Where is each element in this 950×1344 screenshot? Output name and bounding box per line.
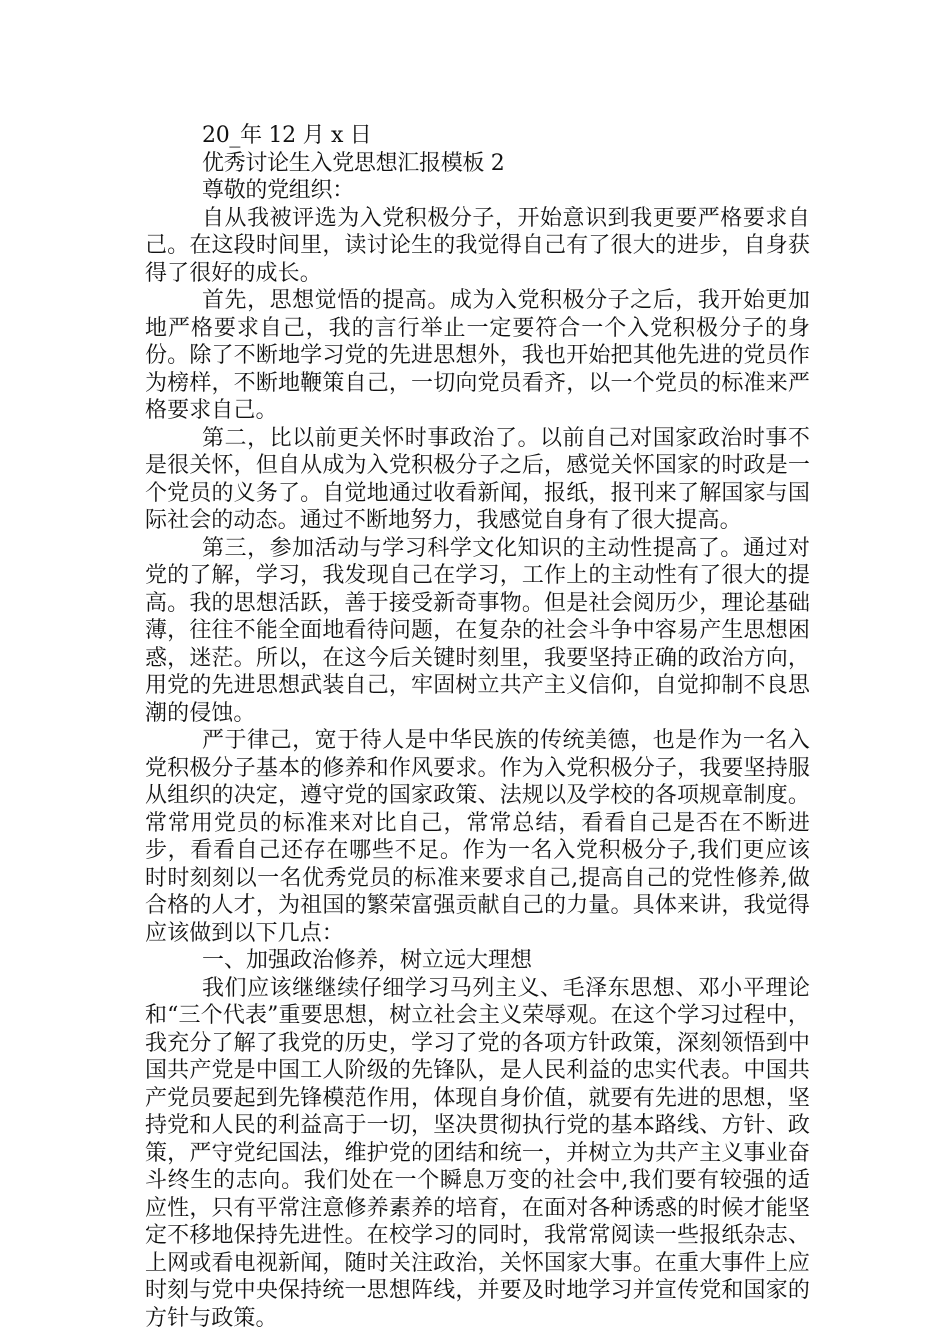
document-date: 20_年 12 月 x 日: [202, 123, 372, 148]
section-heading: 一、加强政治修养，树立远大理想: [202, 948, 533, 973]
section-paragraph: 我们应该继继续仔细学习马列主义、毛泽东思想、邓小平理论和“三个代表”重要思想，树立社会主义荣辱观。在这个学习过程中，我充分了解了我党的历史，学习了党的各项方针政策，深刻领悟到中国共产党是中国工人阶级的先锋队，是人民利益的忠实代表。中国共产党员要起到先锋模范作用，体现自身价值，就要有先进的思想，坚持党和人民的利益高于一切，坚决贯彻执行党的基本路线、方针、政策，严守党纪国法，维护党的团结和统一，并树立为共产主义事业奋斗终生的志向。我们处在一个瞬息万变的社会中,我们要有较强的适应性，只有平常注意修养素养的培育，在面对各种诱惑的时候才能坚定不移地保持先进性。在校学习的同时，我常常阅读一些报纸杂志、上网或看电视新闻，随时关注政治，关怀国家大事。在重大事件上应时刻与党中央保持统一思想阵线，并要及时地学习并宣传党和国家的方针与政策。: [145, 975, 810, 1331]
paragraph-discipline: 严于律己，宽于待人是中华民族的传统美德，也是作为一名入党积极分子基本的修养和作风要求。作为入党积极分子，我要坚持服从组织的决定，遵守党的国家政策、法规以及学校的各项规章制度。常常用党员的标准来对比自己，常常总结，看看自己是否在不断进步，看看自己还存在哪些不足。作为一名入党积极分子,我们更应该时时刻刻以一名优秀党员的标准来要求自己,提高自己的党性修养,做合格的人才，为祖国的繁荣富强贡献自己的力量。具体来讲，我觉得应该做到以下几点：: [145, 728, 810, 946]
salutation: 尊敬的党组织：: [202, 178, 354, 203]
paragraph-first: 首先，思想觉悟的提高。成为入党积极分子之后，我开始更加地严格要求自己，我的言行举止一定要符合一个入党积极分子的身份。除了不断地学习党的先进思想外，我也开始把其他先进的党员作为榜样，不断地鞭策自己，一切向党员看齐，以一个党员的标准来严格要求自己。: [145, 288, 810, 423]
paragraph-intro: 自从我被评选为入党积极分子，开始意识到我更要严格要求自己。在这段时间里，读讨论生的我觉得自己有了很大的进步，自身获得了很好的成长。: [145, 205, 810, 286]
paragraph-third: 第三，参加活动与学习科学文化知识的主动性提高了。通过对党的了解，学习，我发现自己在学习，工作上的主动性有了很大的提高。我的思想活跃，善于接受新奇事物。但是社会阅历少，理论基础薄，往往不能全面地看待问题，在复杂的社会斗争中容易产生思想困惑，迷茫。所以，在这今后关键时刻里，我要坚持正确的政治方向，用党的先进思想武装自己，牢固树立共产主义信仰，自觉抑制不良思潮的侵蚀。: [145, 535, 810, 726]
document-title: 优秀讨论生入党思想汇报模板 2: [202, 150, 505, 176]
document-page: [145, 122, 810, 1332]
paragraph-second: 第二，比以前更关怀时事政治了。以前自己对国家政治时事不是很关怀，但自从成为入党积极分子之后，感觉关怀国家的时政是一个党员的义务了。自觉地通过收看新闻，报纸，报刊来了解国家与国际社会的动态。通过不断地努力，我感觉自身有了很大提高。: [145, 425, 810, 533]
